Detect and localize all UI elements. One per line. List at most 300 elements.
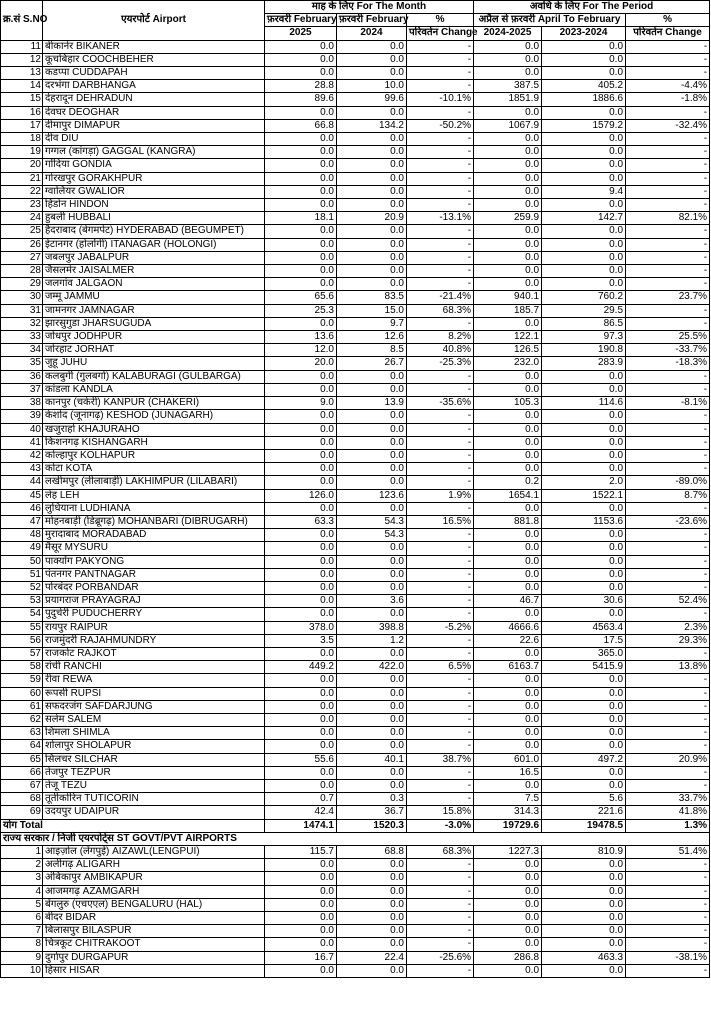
change-month-cell: 15.8%: [407, 806, 474, 819]
feb2024-cell: 0.0: [337, 779, 407, 792]
airport-name-cell: पाक्योंग PAKYONG: [43, 555, 265, 568]
change-period-cell: 33.7%: [626, 793, 710, 806]
period-2024-2025-cell: 0.0: [474, 146, 542, 159]
feb2025-cell: 0.0: [265, 317, 337, 330]
feb2024-cell: 0.0: [337, 67, 407, 80]
feb2024-cell: 0.0: [337, 251, 407, 264]
table-row: [1, 212, 710, 225]
sno-cell: 15: [1, 93, 43, 106]
period-2024-2025-cell: 0.0: [474, 555, 542, 568]
change-month-cell: -25.6%: [407, 951, 474, 964]
change-month-cell: -: [407, 727, 474, 740]
feb2024-cell: 0.0: [337, 925, 407, 938]
total-change-month: -3.0%: [407, 819, 474, 832]
change-period-cell: -: [626, 542, 710, 555]
sno-cell: 11: [1, 40, 43, 53]
change-period-cell: -: [626, 463, 710, 476]
table-row: [1, 925, 710, 938]
change-month-cell: -: [407, 502, 474, 515]
airport-name-cell: कोल्हापुर KOLHAPUR: [43, 449, 265, 462]
sno-cell: 41: [1, 436, 43, 449]
change-month-cell: -: [407, 225, 474, 238]
change-period-cell: -: [626, 238, 710, 251]
table-row: [1, 621, 710, 634]
table-row: [1, 727, 710, 740]
feb2024-cell: 0.0: [337, 463, 407, 476]
period-2024-2025-cell: 601.0: [474, 753, 542, 766]
table-row: [1, 344, 710, 357]
change-period-cell: -: [626, 436, 710, 449]
sno-cell: 51: [1, 568, 43, 581]
change-period-cell: -89.0%: [626, 476, 710, 489]
period-2024-2025-cell: 387.5: [474, 80, 542, 93]
airport-name-cell: प्रयागराज PRAYAGRAJ: [43, 595, 265, 608]
sno-cell: 18: [1, 133, 43, 146]
feb2025-cell: 0.0: [265, 449, 337, 462]
feb2024-cell: 83.5: [337, 291, 407, 304]
change-period-cell: -: [626, 779, 710, 792]
airport-name-cell: जैसलमेर JAISALMER: [43, 265, 265, 278]
change-month-cell: 6.5%: [407, 661, 474, 674]
period-group-header: अवधि के लिए For The Period: [474, 1, 710, 14]
feb2025-cell: 0.0: [265, 555, 337, 568]
change-month-cell: -: [407, 199, 474, 212]
change-month-cell: -: [407, 278, 474, 291]
airport-name-cell: शिमला SHIMLA: [43, 727, 265, 740]
feb2024-cell: 9.7: [337, 317, 407, 330]
table-row: [1, 634, 710, 647]
period-2024-2025-cell: 0.2: [474, 476, 542, 489]
change-month-cell: 68.3%: [407, 304, 474, 317]
table-row: [1, 515, 710, 528]
period-2024-2025-cell: 0.0: [474, 423, 542, 436]
airport-name-cell: हैदराबाद (बेगमपेट) HYDERABAD (BEGUMPET): [43, 225, 265, 238]
change-month-cell: -: [407, 159, 474, 172]
feb-header-2025: फ़रवरी February: [265, 14, 337, 27]
change-period-cell: 2.3%: [626, 621, 710, 634]
feb2024-cell: 20.9: [337, 212, 407, 225]
change-month-cell: -: [407, 740, 474, 753]
feb2024-cell: 0.0: [337, 700, 407, 713]
period-2023-2024-cell: 0.0: [542, 251, 626, 264]
feb2024-cell: 422.0: [337, 661, 407, 674]
period-2024-2025-cell: 126.5: [474, 344, 542, 357]
airport-name-cell: केशोद (जूनागढ़) KESHOD (JUNAGARH): [43, 410, 265, 423]
airport-name-cell: पुदुचेरी PUDUCHERRY: [43, 608, 265, 621]
table-row: [1, 40, 710, 53]
table-row: [1, 713, 710, 726]
period-2024-2025-cell: 0.0: [474, 436, 542, 449]
total-feb2025: 1474.1: [265, 819, 337, 832]
feb2025-cell: 126.0: [265, 489, 337, 502]
airport-name-cell: बीकानेर BIKANER: [43, 40, 265, 53]
change-month-cell: -: [407, 634, 474, 647]
table-row: [1, 159, 710, 172]
period-2023-2024-cell: 0.0: [542, 449, 626, 462]
airport-name-cell: बीदर BIDAR: [43, 912, 265, 925]
feb2025-cell: 378.0: [265, 621, 337, 634]
period-2024-2025-cell: 0.0: [474, 238, 542, 251]
table-row: [1, 410, 710, 423]
change-period-cell: -: [626, 766, 710, 779]
change-period-cell: 23.7%: [626, 291, 710, 304]
change-period-cell: -: [626, 133, 710, 146]
feb2025-cell: 0.0: [265, 383, 337, 396]
sno-cell: 46: [1, 502, 43, 515]
period-2023-2024-cell: 0.0: [542, 370, 626, 383]
change-period-cell: 82.1%: [626, 212, 710, 225]
period-2023-2024-cell: 1579.2: [542, 119, 626, 132]
year-2024-header: 2024: [337, 27, 407, 40]
sno-cell: 47: [1, 515, 43, 528]
airport-name-cell: खजुराहो KHAJURAHO: [43, 423, 265, 436]
period-2024-2025-cell: 314.3: [474, 806, 542, 819]
feb2024-cell: 54.3: [337, 515, 407, 528]
table-row: [1, 885, 710, 898]
change-month-cell: -5.2%: [407, 621, 474, 634]
change-month-cell: -: [407, 555, 474, 568]
year-2023-2024-header: 2023-2024: [542, 27, 626, 40]
sno-cell: 43: [1, 463, 43, 476]
period-2023-2024-cell: 405.2: [542, 80, 626, 93]
table-row: [1, 581, 710, 594]
period-2024-2025-cell: 6163.7: [474, 661, 542, 674]
feb2024-cell: 0.0: [337, 265, 407, 278]
feb2025-cell: 0.0: [265, 885, 337, 898]
change-period-cell: 25.5%: [626, 331, 710, 344]
feb2024-cell: 0.0: [337, 912, 407, 925]
table-row: [1, 304, 710, 317]
period-2024-2025-cell: 0.0: [474, 700, 542, 713]
airport-name-cell: हुबली HUBBALI: [43, 212, 265, 225]
feb2024-cell: 26.7: [337, 357, 407, 370]
table-row: [1, 898, 710, 911]
state-private-airports-rows: [1, 846, 710, 978]
period-2024-2025-cell: 0.0: [474, 647, 542, 660]
airport-name-cell: हिंडोन HINDON: [43, 199, 265, 212]
sno-cell: 19: [1, 146, 43, 159]
feb2024-cell: 134.2: [337, 119, 407, 132]
table-row: [1, 199, 710, 212]
period-2023-2024-cell: 0.0: [542, 106, 626, 119]
change-month-cell: -: [407, 938, 474, 951]
table-row: [1, 661, 710, 674]
month-group-header: माह के लिए For The Month: [265, 1, 474, 14]
feb2024-cell: 0.0: [337, 172, 407, 185]
change-month-cell: -: [407, 40, 474, 53]
aai-airports-rows: [1, 40, 710, 819]
table-row: [1, 687, 710, 700]
period-2024-2025-cell: 0.0: [474, 859, 542, 872]
airport-name-cell: किशनगढ़ KISHANGARH: [43, 436, 265, 449]
feb2024-cell: 0.0: [337, 106, 407, 119]
feb2025-cell: 0.0: [265, 727, 337, 740]
change-period-cell: -18.3%: [626, 357, 710, 370]
period-2024-2025-cell: 0.0: [474, 964, 542, 977]
period-2023-2024-cell: 190.8: [542, 344, 626, 357]
feb2025-cell: 65.6: [265, 291, 337, 304]
period-2023-2024-cell: 29.5: [542, 304, 626, 317]
change-month-cell: 16.5%: [407, 515, 474, 528]
airport-name-cell: जामनगर JAMNAGAR: [43, 304, 265, 317]
period-2023-2024-cell: 5415.9: [542, 661, 626, 674]
change-month-cell: -: [407, 146, 474, 159]
period-2024-2025-cell: 0.0: [474, 529, 542, 542]
period-2024-2025-cell: 0.0: [474, 370, 542, 383]
feb2024-cell: 0.0: [337, 383, 407, 396]
change-month-cell: -: [407, 238, 474, 251]
change-period-cell: -: [626, 502, 710, 515]
feb2025-cell: 0.0: [265, 238, 337, 251]
change-month-cell: 68.3%: [407, 846, 474, 859]
airport-name-cell: देवघर DEOGHAR: [43, 106, 265, 119]
feb2025-cell: 0.0: [265, 172, 337, 185]
feb2025-cell: 0.0: [265, 40, 337, 53]
feb2024-cell: 0.0: [337, 502, 407, 515]
period-2024-2025-cell: 1654.1: [474, 489, 542, 502]
table-row: [1, 674, 710, 687]
airport-name-cell: जबलपुर JABALPUR: [43, 251, 265, 264]
change-period-cell: -: [626, 225, 710, 238]
airport-name-cell: रायपुर RAIPUR: [43, 621, 265, 634]
feb2025-cell: 0.0: [265, 159, 337, 172]
feb2025-cell: 0.0: [265, 133, 337, 146]
feb2024-cell: 0.0: [337, 964, 407, 977]
change-period-cell: -: [626, 423, 710, 436]
period-2023-2024-cell: 0.0: [542, 53, 626, 66]
period-2024-2025-cell: 881.8: [474, 515, 542, 528]
feb2024-cell: 40.1: [337, 753, 407, 766]
change-month-cell: -: [407, 436, 474, 449]
period-2024-2025-cell: 0.0: [474, 925, 542, 938]
period-2023-2024-cell: 283.9: [542, 357, 626, 370]
airport-header: एयरपोर्ट Airport: [43, 1, 265, 41]
period-2023-2024-cell: 0.0: [542, 925, 626, 938]
feb2024-cell: 13.9: [337, 397, 407, 410]
period-2023-2024-cell: 5.6: [542, 793, 626, 806]
period-2024-2025-cell: 0.0: [474, 568, 542, 581]
sno-cell: 63: [1, 727, 43, 740]
table-row: [1, 423, 710, 436]
period-2024-2025-cell: 0.0: [474, 172, 542, 185]
change-month-cell: -: [407, 80, 474, 93]
feb2024-cell: 0.0: [337, 53, 407, 66]
feb2024-cell: 0.0: [337, 410, 407, 423]
airport-name-cell: दीव DIU: [43, 133, 265, 146]
airport-name-cell: गोरखपुर GORAKHPUR: [43, 172, 265, 185]
feb2024-cell: 99.6: [337, 93, 407, 106]
change-period-cell: -: [626, 172, 710, 185]
table-row: [1, 185, 710, 198]
feb2025-cell: 0.0: [265, 529, 337, 542]
sno-cell: 23: [1, 199, 43, 212]
feb2025-cell: 0.0: [265, 700, 337, 713]
airport-name-cell: पंतनगर PANTNAGAR: [43, 568, 265, 581]
period-2023-2024-cell: 0.0: [542, 436, 626, 449]
change-period-cell: -: [626, 304, 710, 317]
table-row: [1, 383, 710, 396]
period-2024-2025-cell: 940.1: [474, 291, 542, 304]
table-row: [1, 93, 710, 106]
table-row: [1, 119, 710, 132]
change-month-cell: -: [407, 172, 474, 185]
change-month-cell: 40.8%: [407, 344, 474, 357]
section-row: [1, 832, 710, 845]
feb2024-cell: 1.2: [337, 634, 407, 647]
feb2025-cell: 0.0: [265, 872, 337, 885]
feb2024-cell: 8.5: [337, 344, 407, 357]
feb2025-cell: 28.8: [265, 80, 337, 93]
change-month-cell: -: [407, 53, 474, 66]
period-2023-2024-cell: 97.3: [542, 331, 626, 344]
feb-header-2024: फ़रवरी February: [337, 14, 407, 27]
feb2025-cell: 12.0: [265, 344, 337, 357]
feb2025-cell: 89.6: [265, 93, 337, 106]
period-2023-2024-cell: 810.9: [542, 846, 626, 859]
airport-name-cell: गग्गल (कांगड़ा) GAGGAL (KANGRA): [43, 146, 265, 159]
feb2024-cell: 0.0: [337, 647, 407, 660]
change-month-cell: 38.7%: [407, 753, 474, 766]
period-2024-2025-cell: 0.0: [474, 608, 542, 621]
change-month-cell: -: [407, 463, 474, 476]
period-2023-2024-cell: 0.0: [542, 740, 626, 753]
feb2025-cell: 13.6: [265, 331, 337, 344]
airport-name-cell: सफदरजंग SAFDARJUNG: [43, 700, 265, 713]
change-period-cell: -: [626, 925, 710, 938]
feb2024-cell: 12.6: [337, 331, 407, 344]
change-period-cell: -: [626, 185, 710, 198]
airport-name-cell: सिलचर SILCHAR: [43, 753, 265, 766]
change-month-cell: -: [407, 383, 474, 396]
table-row: [1, 912, 710, 925]
sno-cell: 69: [1, 806, 43, 819]
sno-cell: 8: [1, 938, 43, 951]
airport-name-cell: राजमुंदरी RAJAHMUNDRY: [43, 634, 265, 647]
change-period-cell: -: [626, 555, 710, 568]
feb2024-cell: 0.0: [337, 568, 407, 581]
change-period-cell: -: [626, 938, 710, 951]
period-2024-2025-cell: 0.0: [474, 199, 542, 212]
airport-name-cell: सलेम SALEM: [43, 713, 265, 726]
change-period-cell: -: [626, 449, 710, 462]
airport-name-cell: कलबुर्गी (गुलबर्गा) KALABURAGI (GULBARGA): [43, 370, 265, 383]
feb2024-cell: 54.3: [337, 529, 407, 542]
table-row: [1, 489, 710, 502]
airport-name-cell: उदयपुर UDAIPUR: [43, 806, 265, 819]
period-2024-2025-cell: 0.0: [474, 740, 542, 753]
sno-cell: 14: [1, 80, 43, 93]
change-period-cell: -: [626, 265, 710, 278]
sno-cell: 30: [1, 291, 43, 304]
sno-cell: 21: [1, 172, 43, 185]
period-2023-2024-cell: 0.0: [542, 555, 626, 568]
airport-name-cell: झारसुगुडा JHARSUGUDA: [43, 317, 265, 330]
table-row: [1, 278, 710, 291]
period-2023-2024-cell: 0.0: [542, 938, 626, 951]
airport-name-cell: जलगांव JALGAON: [43, 278, 265, 291]
feb2025-cell: 0.0: [265, 713, 337, 726]
feb2025-cell: 55.6: [265, 753, 337, 766]
period-2023-2024-cell: 0.0: [542, 529, 626, 542]
table-row: [1, 964, 710, 977]
airport-name-cell: दुर्गापुर DURGAPUR: [43, 951, 265, 964]
period-2023-2024-cell: 0.0: [542, 912, 626, 925]
table-row: [1, 80, 710, 93]
change-month-cell: -: [407, 106, 474, 119]
sno-cell: 37: [1, 383, 43, 396]
feb2025-cell: 0.0: [265, 740, 337, 753]
period-2023-2024-cell: 0.0: [542, 713, 626, 726]
change-month-cell: -: [407, 647, 474, 660]
change-period-cell: -: [626, 370, 710, 383]
sno-cell: 39: [1, 410, 43, 423]
change-period-cell: 52.4%: [626, 595, 710, 608]
table-row: [1, 859, 710, 872]
change-month-cell: -: [407, 581, 474, 594]
change-period-cell: -: [626, 40, 710, 53]
period-2023-2024-cell: 0.0: [542, 463, 626, 476]
feb2024-cell: 0.0: [337, 581, 407, 594]
airport-name-cell: मैसूर MYSURU: [43, 542, 265, 555]
change-period-cell: -: [626, 159, 710, 172]
change-month-cell: -: [407, 133, 474, 146]
period-2023-2024-cell: 1153.6: [542, 515, 626, 528]
period-2023-2024-cell: 0.0: [542, 383, 626, 396]
change-month-cell: -: [407, 529, 474, 542]
period-2023-2024-cell: 0.0: [542, 502, 626, 515]
period-2024-2025-cell: 122.1: [474, 331, 542, 344]
change-month-cell: -: [407, 713, 474, 726]
period-2023-2024-cell: 0.0: [542, 410, 626, 423]
change-month-cell: -: [407, 542, 474, 555]
table-row: [1, 225, 710, 238]
feb2025-cell: 0.0: [265, 674, 337, 687]
airport-name-cell: कोटा KOTA: [43, 463, 265, 476]
total-row: [1, 819, 710, 832]
table-header: [1, 1, 710, 41]
table-row: [1, 700, 710, 713]
change-month-cell: -: [407, 925, 474, 938]
sno-cell: 32: [1, 317, 43, 330]
feb2024-cell: 0.0: [337, 859, 407, 872]
sno-cell: 31: [1, 304, 43, 317]
period-2023-2024-cell: 17.5: [542, 634, 626, 647]
feb2024-cell: 0.0: [337, 370, 407, 383]
feb2024-cell: 3.6: [337, 595, 407, 608]
change-month-cell: -10.1%: [407, 93, 474, 106]
change-period-cell: 41.8%: [626, 806, 710, 819]
change-period-cell: -: [626, 898, 710, 911]
sno-cell: 67: [1, 779, 43, 792]
period-2024-2025-cell: 0.0: [474, 53, 542, 66]
feb2025-cell: 3.5: [265, 634, 337, 647]
period-2023-2024-cell: 1886.6: [542, 93, 626, 106]
period-2023-2024-cell: 1522.1: [542, 489, 626, 502]
airport-name-cell: बेंगलुरु (एचएएल) BENGALURU (HAL): [43, 898, 265, 911]
feb2025-cell: 25.3: [265, 304, 337, 317]
feb2024-cell: 36.7: [337, 806, 407, 819]
feb2024-cell: 0.0: [337, 898, 407, 911]
sno-cell: 16: [1, 106, 43, 119]
feb2025-cell: 0.0: [265, 265, 337, 278]
sno-cell: 27: [1, 251, 43, 264]
feb2025-cell: 0.0: [265, 106, 337, 119]
feb2025-cell: 0.0: [265, 146, 337, 159]
table-row: [1, 476, 710, 489]
period-2024-2025-cell: 0.0: [474, 410, 542, 423]
table-row: [1, 251, 710, 264]
change-month-cell: -: [407, 67, 474, 80]
